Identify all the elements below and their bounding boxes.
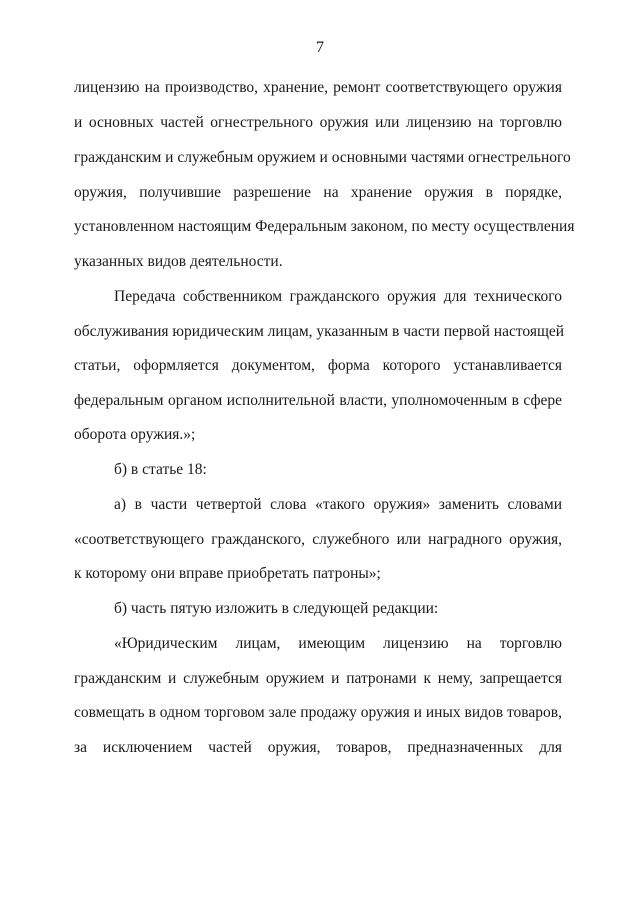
text-line: указанных видов деятельности. <box>74 253 283 270</box>
text-line: совмещать в одном торговом зале продажу оружия и иных видов товаров, <box>74 704 562 721</box>
text-line: а) в части четвертой слова «такого оружия» заменить словами <box>114 496 562 513</box>
text-line: лицензию на производство, хранение, ремонт соответствующего оружия <box>74 79 562 96</box>
text-line: и основных частей огнестрельного оружия или лицензию на торговлю <box>74 114 562 131</box>
text-line: статьи, оформляется документом, форма которого устанавливается <box>74 357 562 374</box>
text-line: оборота оружия.»; <box>74 426 196 443</box>
text-line: «соответствующего гражданского, служебного или наградного оружия, <box>74 531 562 548</box>
text-line: к которому они вправе приобретать патроны»; <box>74 565 381 582</box>
page-number: 7 <box>316 39 324 56</box>
text-line: обслуживания юридическим лицам, указанным в части первой настоящей <box>74 323 565 340</box>
text-line: установленном настоящим Федеральным законом, по месту осуществления <box>74 218 575 235</box>
text-line: за исключением частей оружия, товаров, предназначенных для <box>74 739 562 756</box>
text-line: гражданским и служебным оружием и основными частями огнестрельного <box>74 149 571 166</box>
text-line: б) часть пятую изложить в следующей редакции: <box>114 600 439 617</box>
text-line: «Юридическим лицам, имеющим лицензию на торговлю <box>114 635 562 652</box>
text-line: оружия, получившие разрешение на хранение оружия в порядке, <box>74 184 562 201</box>
text-line: гражданским и служебным оружием и патронами к нему, запрещается <box>74 670 562 687</box>
text-line: федеральным органом исполнительной власти, уполномоченным в сфере <box>74 392 562 409</box>
text-line: б) в статье 18: <box>114 461 207 478</box>
text-line: Передача собственником гражданского оружия для технического <box>114 288 562 305</box>
